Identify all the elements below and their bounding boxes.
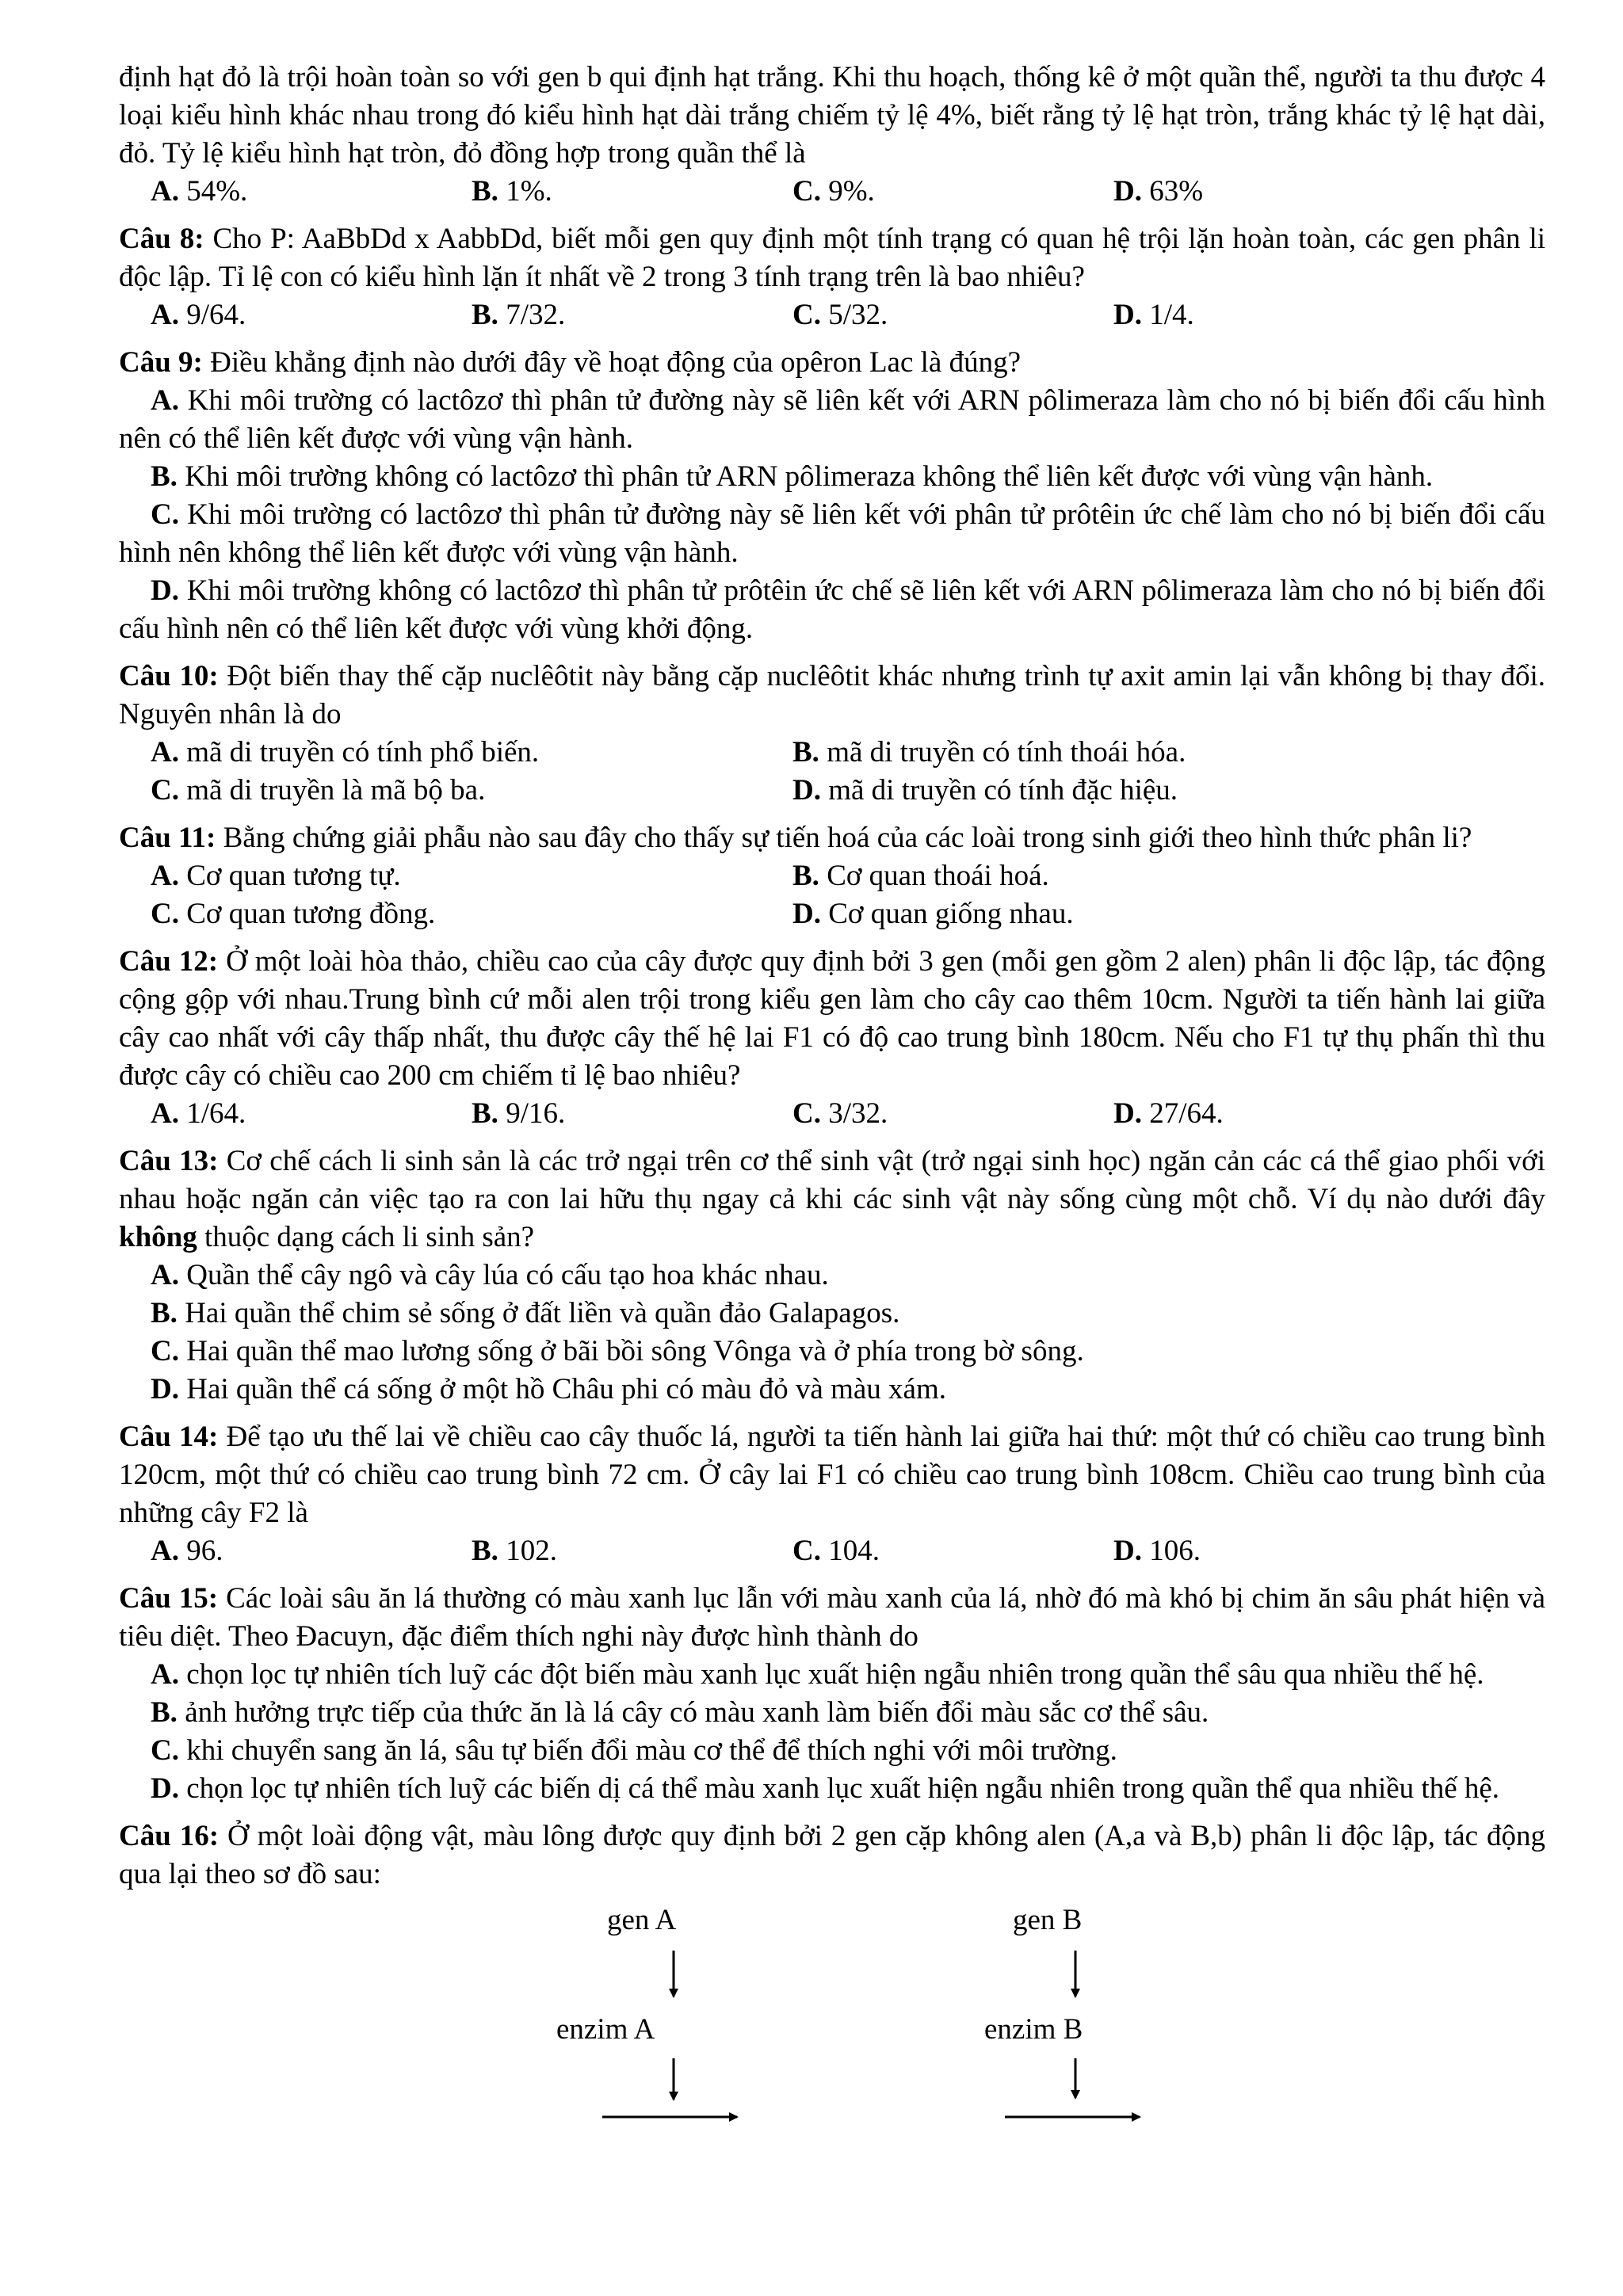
question-16 (119, 1817, 1545, 2179)
option-b[interactable]: B. 102. (472, 1535, 557, 1567)
option-a[interactable]: A. mã di truyền có tính phổ biến. (151, 736, 540, 769)
question-7-text: định hạt đỏ là trội hoàn toàn so với gen b qui định hạt trắng. Khi thu hoạch, thống kê ở một quần thể, người ta thu được 4 loại kiểu hình khác nhau trong đó kiểu hình hạt dài trắng chiếm tỷ lệ 4%, biết rằng tỷ lệ hạt tròn, trắng khác tỷ lệ hạt dài, đỏ. Tỷ lệ kiểu hình hạt tròn, đỏ đồng hợp trong quần thể là (119, 61, 1545, 170)
option-a[interactable]: A. 54%. (151, 175, 248, 208)
enzim-b-label: enzim B (984, 2013, 1083, 2046)
option-d[interactable]: D. Cơ quan giống nhau. (792, 898, 1074, 930)
question-10-options-row-1 (119, 734, 1545, 772)
enzim-a-label: enzim A (556, 2013, 655, 2046)
option-a[interactable]: A. Cơ quan tương tự. (151, 860, 401, 892)
question-label: Câu 10: (119, 660, 219, 692)
option-b[interactable]: B. Hai quần thể chim sẻ sống ở đất liền và quần đảo Galapagos. (151, 1297, 900, 1329)
gene-interaction-diagram (119, 1894, 1545, 2179)
question-10-text: Câu 10: Đột biến thay thế cặp nuclêôtit này bằng cặp nuclêôtit khác nhưng trình tự axit amin lại vẫn không bị thay đổi. Nguyên nhân là do (119, 660, 1546, 730)
question-8-options (119, 296, 1545, 334)
option-a[interactable]: A. chọn lọc tự nhiên tích luỹ các đột biến màu xanh lục xuất hiện ngẫu nhiên trong quần thể sâu qua nhiều thế hệ. (151, 1658, 1484, 1691)
option-b[interactable]: B. 1%. (472, 175, 552, 208)
option-c[interactable]: C. khi chuyển sang ăn lá, sâu tự biến đổi màu cơ thể để thích nghi với môi trường. (151, 1734, 1117, 1767)
question-7 (119, 59, 1545, 211)
question-9 (119, 344, 1545, 648)
exam-page (119, 59, 1545, 2179)
option-d[interactable]: D. 63% (1113, 175, 1204, 208)
question-12-options (119, 1095, 1545, 1133)
option-b[interactable]: B. Cơ quan thoái hoá. (792, 860, 1049, 892)
question-7-options (119, 173, 1545, 211)
question-15-text: Câu 15: Các loài sâu ăn lá thường có màu xanh lục lẫn với màu xanh của lá, nhờ đó mà khó bị chim ăn sâu phát hiện và tiêu diệt. Theo Đacuyn, đặc điểm thích nghi này được hình thành do (119, 1582, 1545, 1653)
question-12 (119, 943, 1545, 1133)
option-a[interactable]: A. Khi môi trường có lactôzơ thì phân tử đường này sẽ liên kết với ARN pôlimeraza làm cho nó bị biến đổi cấu hình nên có thể liên kết được với vùng vận hành. (119, 384, 1545, 455)
question-label: Câu 8: (119, 223, 204, 255)
option-b[interactable]: B. 9/16. (472, 1097, 566, 1130)
option-c[interactable]: C. 104. (792, 1535, 880, 1567)
question-label: Câu 14: (119, 1421, 219, 1453)
option-d[interactable]: D. mã di truyền có tính đặc hiệu. (792, 774, 1178, 807)
question-11-text: Câu 11: Bằng chứng giải phẫu nào sau đây cho thấy sự tiến hoá của các loài trong sinh giới theo hình thức phân li? (119, 822, 1472, 854)
question-label: Câu 11: (119, 822, 216, 854)
question-11-options-row-2 (119, 895, 1545, 933)
question-15 (119, 1580, 1545, 1808)
option-c[interactable]: C. 9%. (792, 175, 875, 208)
option-a[interactable]: A. 1/64. (151, 1097, 246, 1130)
question-16-text: Câu 16: Ở một loài động vật, màu lông được quy định bởi 2 gen cặp không alen (A,a và B,b) phân li độc lập, tác động qua lại theo sơ đồ sau: (119, 1820, 1546, 1890)
question-label: Câu 16: (119, 1820, 220, 1852)
question-11 (119, 819, 1545, 933)
option-b[interactable]: B. Khi môi trường không có lactôzơ thì phân tử ARN pôlimeraza không thể liên kết được với vùng vận hành. (151, 460, 1434, 493)
option-c[interactable]: C. 3/32. (792, 1097, 888, 1130)
option-a[interactable]: A. 96. (151, 1535, 223, 1567)
question-label: Câu 15: (119, 1582, 219, 1615)
question-11-options-row-1 (119, 857, 1545, 895)
option-b[interactable]: B. mã di truyền có tính thoái hóa. (792, 736, 1186, 769)
option-d[interactable]: D. 106. (1113, 1535, 1201, 1567)
option-c[interactable]: C. mã di truyền là mã bộ ba. (151, 774, 486, 807)
option-b[interactable]: B. ảnh hưởng trực tiếp của thức ăn là lá cây có màu xanh làm biến đổi màu sắc cơ thể sâu. (151, 1696, 1209, 1729)
question-10-options-row-2 (119, 772, 1545, 810)
gen-b-label: gen B (1013, 1904, 1083, 1936)
emphasis-not: không (119, 1221, 197, 1253)
option-d[interactable]: D. chọn lọc tự nhiên tích luỹ các biến dị cá thể màu xanh lục xuất hiện ngẫu nhiên trong quần thể qua nhiều thế hệ. (151, 1772, 1500, 1805)
option-d[interactable]: D. 27/64. (1113, 1097, 1224, 1130)
question-8 (119, 220, 1545, 334)
option-a[interactable]: A. Quần thể cây ngô và cây lúa có cấu tạo hoa khác nhau. (151, 1259, 829, 1291)
question-10 (119, 658, 1545, 810)
option-c[interactable]: C. Khi môi trường có lactôzơ thì phân tử đường này sẽ liên kết với phân tử prôtêin ức chế làm cho nó bị biến đổi cấu hình nên không thể liên kết được với vùng vận hành. (119, 498, 1545, 569)
option-a[interactable]: A. 9/64. (151, 299, 246, 331)
question-9-text: Câu 9: Điều khẳng định nào dưới đây về hoạt động của opêron Lac là đúng? (119, 346, 1022, 379)
question-label: Câu 12: (119, 945, 219, 978)
question-label: Câu 13: (119, 1145, 219, 1177)
gen-a-label: gen A (607, 1904, 677, 1936)
question-12-text: Câu 12: Ở một loài hòa thảo, chiều cao của cây được quy định bởi 3 gen (mỗi gen gồm 2 alen) phân li độc lập, tác động cộng gộp với nhau.Trung bình cứ mỗi alen trội trong kiểu gen làm cho cây cao thêm 10cm. Người ta tiến hành lai giữa cây cao nhất với cây thấp nhất, thu được cây thế hệ lai F1 có độ cao trung bình 180cm. Nếu cho F1 tự thụ phấn thì thu được cây có chiều cao 200 cm chiếm tỉ lệ bao nhiêu? (119, 945, 1545, 1092)
option-c[interactable]: C. 5/32. (792, 299, 888, 331)
option-c[interactable]: C. Cơ quan tương đồng. (151, 898, 436, 930)
option-d[interactable]: D. Hai quần thể cá sống ở một hồ Châu phi có màu đỏ và màu xám. (151, 1373, 946, 1405)
question-8-text: Câu 8: Cho P: AaBbDd x AabbDd, biết mỗi gen quy định một tính trạng có quan hệ trội lặn hoàn toàn, các gen phân li độc lập. Tỉ lệ con có kiểu hình lặn ít nhất về 2 trong 3 tính trạng trên là bao nhiêu? (119, 223, 1546, 293)
option-d[interactable]: D. 1/4. (1113, 299, 1194, 331)
question-13-text: Câu 13: Cơ chế cách li sinh sản là các trở ngại trên cơ thể sinh vật (trở ngại sinh học) ngăn cản các cá thể giao phối với nhau hoặc ngăn cản việc tạo ra con lai hữu thụ ngay cả khi các sinh vật này sống cùng một chỗ. Ví dụ nào dưới đây không thuộc dạng cách li sinh sản? (119, 1145, 1546, 1253)
option-b[interactable]: B. 7/32. (472, 299, 566, 331)
question-13 (119, 1142, 1545, 1409)
question-14 (119, 1418, 1545, 1570)
option-d[interactable]: D. Khi môi trường không có lactôzơ thì phân tử prôtêin ức chế sẽ liên kết với ARN pôlimeraza làm cho nó bị biến đổi cấu hình nên có thể liên kết được với vùng khởi động. (119, 574, 1545, 645)
diagram-arrows (119, 1894, 1545, 2179)
question-14-options (119, 1532, 1545, 1570)
question-label: Câu 9: (119, 346, 203, 379)
option-c[interactable]: C. Hai quần thể mao lương sống ở bãi bồi sông Vônga và ở phía trong bờ sông. (151, 1335, 1084, 1367)
question-14-text: Câu 14: Để tạo ưu thế lai về chiều cao cây thuốc lá, người ta tiến hành lai giữa hai thứ: một thứ có chiều cao trung bình 120cm, một thứ có chiều cao trung bình 72 cm. Ở cây lai F1 có chiều cao trung bình 108cm. Chiều cao trung bình của những cây F2 là (119, 1421, 1546, 1529)
